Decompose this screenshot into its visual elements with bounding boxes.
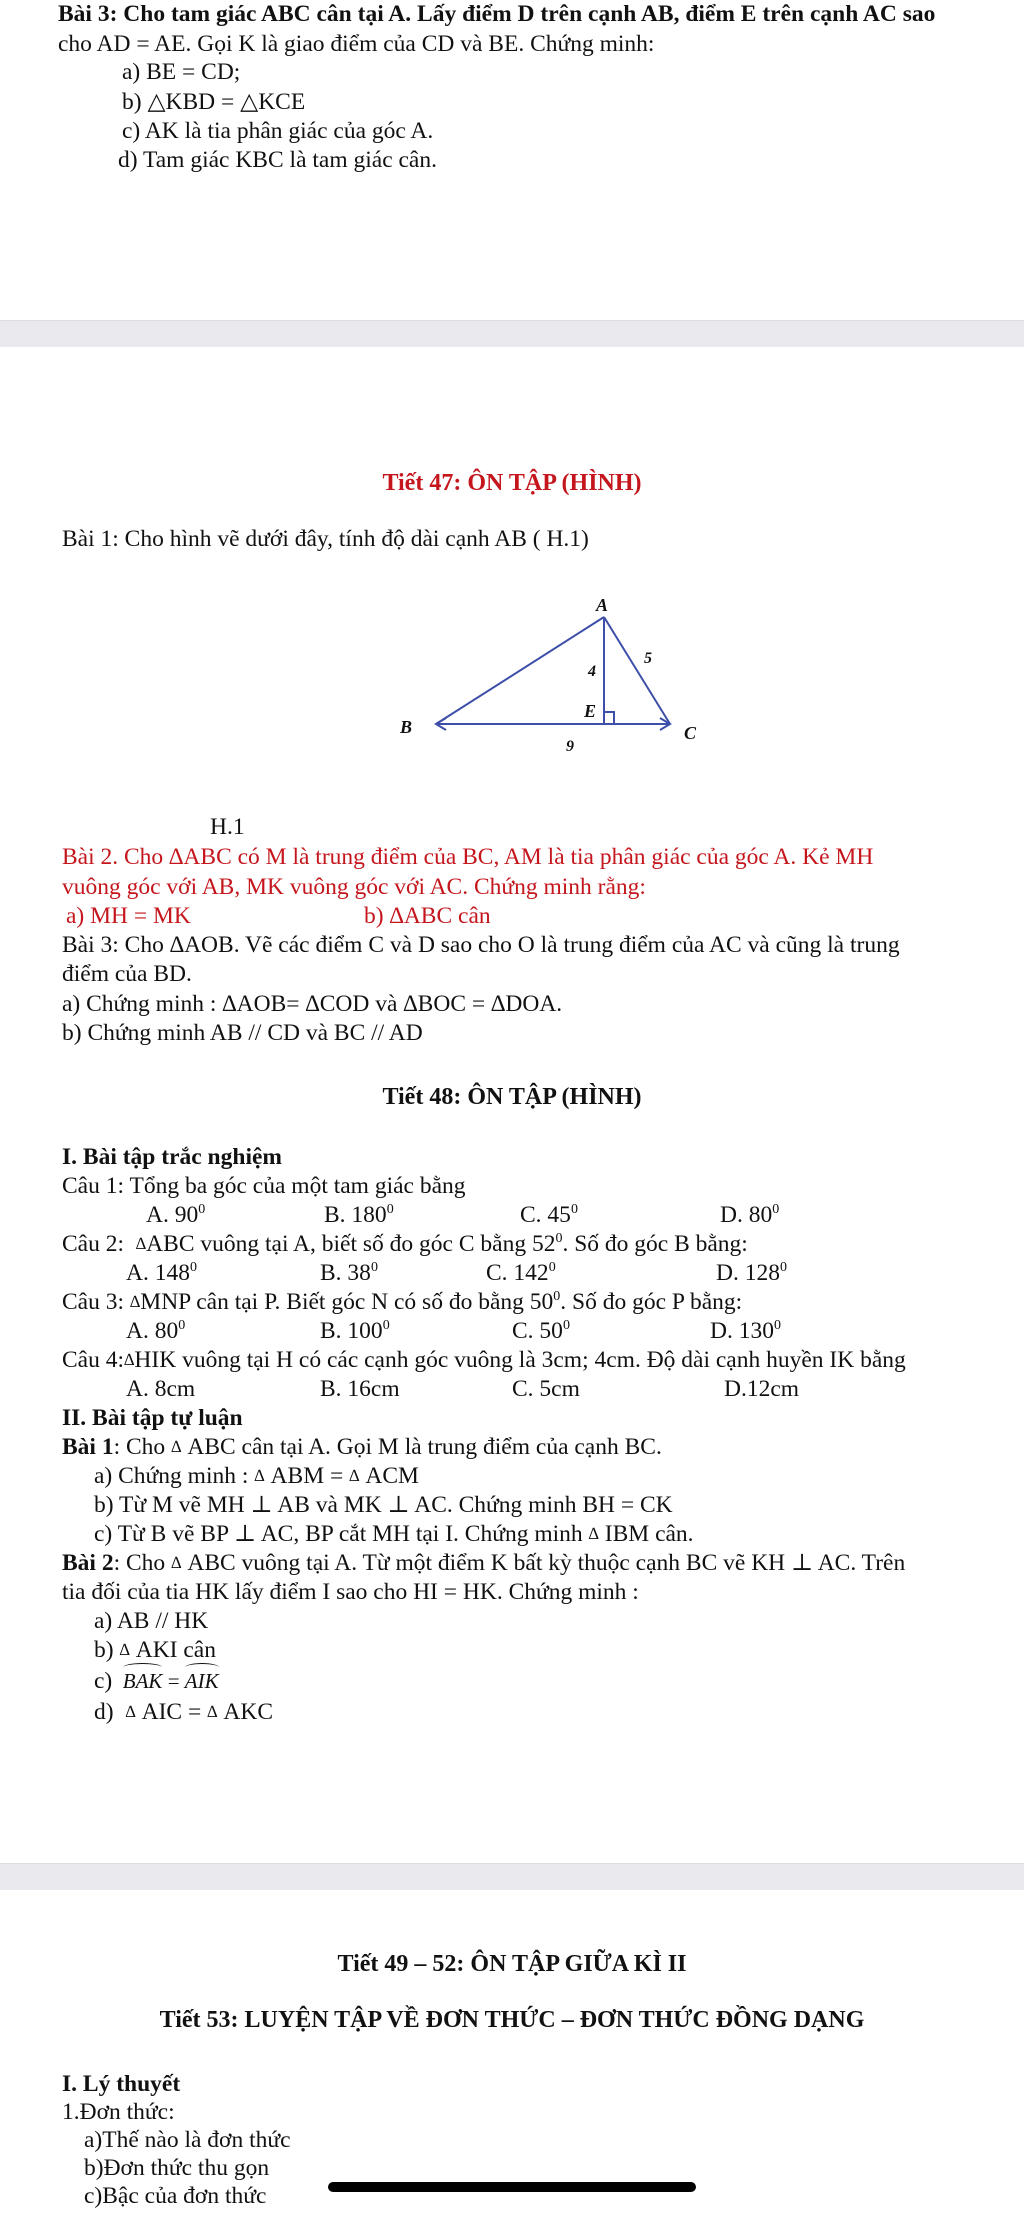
q3-option-d[interactable]: D. $130^0$ [710, 1318, 781, 1344]
lythuyet-heading: I. Lý thuyết [62, 2071, 181, 2097]
q3-text: Câu 3: ∆MNP cân tại P. Biết góc N có số đo bằng $50^0$. Số đo góc P bằng: [62, 1289, 743, 1315]
tl-bai1-item-b: b) Từ M vẽ MH ⊥ AB và MK ⊥ AC. Chứng minh BH = CK [94, 1492, 673, 1518]
angle-aik: AIK [184, 1669, 219, 1693]
tiet47-title: Tiết 47: ÔN TẬP (HÌNH) [382, 470, 642, 496]
q3-option-a[interactable]: A. $80^0$ [126, 1318, 186, 1344]
triangle-icon: ∆ [207, 1702, 218, 1721]
q3-option-c[interactable]: C. $50^0$ [512, 1318, 570, 1344]
q4-option-c[interactable]: C. 5cm [512, 1376, 580, 1402]
q1-option-d[interactable]: D. $80^0$ [720, 1202, 780, 1228]
triangle-icon: ∆ [135, 1234, 147, 1253]
bai3-line2: cho AD = AE. Gọi K là giao điểm của CD và BE. Chứng minh: [58, 31, 655, 57]
label-a: A [596, 595, 609, 615]
tl-bai2-item-a: a) AB // HK [94, 1608, 209, 1634]
label-bc-length: 9 [566, 738, 574, 755]
triangle-icon: ∆ [129, 1292, 141, 1311]
bai2-line1: Bài 2. Cho ∆ABC có M là trung điểm của BC, AM là tia phân giác của góc A. Kẻ MH [62, 844, 874, 870]
q1-option-a[interactable]: A. $90^0$ [146, 1202, 206, 1228]
q2-text: Câu 2: ∆ABC vuông tại A, biết số đo góc C bằng $52^0$. Số đo góc B bằng: [62, 1231, 748, 1257]
triangle-icon: ∆ [171, 1553, 182, 1572]
donthuc-item-b: b)Đơn thức thu gọn [84, 2155, 270, 2181]
angle-bak: BAK [122, 1669, 163, 1693]
donthuc-heading: 1.Đơn thức: [62, 2099, 175, 2125]
bai3-line1: Bài 3: Cho tam giác ABC cân tại A. Lấy điểm D trên cạnh AB, điểm E trên cạnh AC sao [58, 1, 936, 27]
bai3b-line2: điểm của BD. [62, 961, 192, 987]
figure-caption: H.1 [210, 814, 245, 840]
bai1-prompt: Bài 1: Cho hình vẽ dưới đây, tính độ dài cạnh AB ( H.1) [62, 526, 589, 552]
q4-option-b[interactable]: B. 16cm [320, 1376, 400, 1402]
side-ac [604, 617, 670, 724]
q2-option-a[interactable]: A. $148^0$ [126, 1260, 197, 1286]
page-2 [0, 347, 1024, 1863]
tl-bai2-item-d: d) ∆ AIC = ∆ AKC [94, 1699, 273, 1725]
bai2-line2: vuông góc với AB, MK vuông góc với AC. Chứng minh rằng: [62, 874, 646, 900]
bai3-item-d: d) Tam giác KBC là tam giác cân. [118, 147, 437, 173]
bai3b-item-a: a) Chứng minh : ∆AOB= ∆COD và ∆BOC = ∆DOA. [62, 991, 563, 1017]
tiet48-title: Tiết 48: ÔN TẬP (HÌNH) [382, 1084, 642, 1110]
bai3b-item-b: b) Chứng minh AB // CD và BC // AD [62, 1020, 423, 1046]
tl-bai2-line2: tia đối của tia HK lấy điểm I sao cho HI = HK. Chứng minh : [62, 1579, 639, 1605]
tracnghiem-heading: I. Bài tập trắc nghiệm [62, 1144, 282, 1170]
q1-option-c[interactable]: C. $45^0$ [520, 1202, 578, 1228]
triangle-icon: ∆ [349, 1466, 360, 1485]
q3-option-b[interactable]: B. $100^0$ [320, 1318, 390, 1344]
label-b: B [400, 717, 413, 737]
tiet49-title: Tiết 49 – 52: ÔN TẬP GIỮA KÌ II [337, 1951, 687, 1977]
bai2-item-b: b) ∆ABC cân [364, 903, 491, 929]
page-1 [0, 0, 1024, 320]
bai3b-line1: Bài 3: Cho ∆AOB. Vẽ các điểm C và D sao cho O là trung điểm của AC và cũng là trung [62, 932, 900, 958]
page-divider [0, 1863, 1024, 1891]
bai3-item-b: b) △KBD = △KCE [122, 89, 306, 115]
bai3-item-c: c) AK là tia phân giác của góc A. [122, 118, 434, 144]
q2-option-d[interactable]: D. $128^0$ [716, 1260, 787, 1286]
label-ac-length: 5 [644, 650, 652, 667]
side-ab [436, 617, 604, 724]
triangle-icon: ∆ [254, 1466, 265, 1485]
triangle-icon: ∆ [119, 1640, 130, 1659]
tiet53-title: Tiết 53: LUYỆN TẬP VỀ ĐƠN THỨC – ĐƠN THỨC ĐỒNG DẠNG [159, 2007, 865, 2033]
triangle-icon: ∆ [171, 1437, 182, 1456]
right-angle-mark [604, 712, 614, 724]
q1-text: Câu 1: Tổng ba góc của một tam giác bằng [62, 1173, 466, 1199]
bai3-item-a: a) BE = CD; [122, 59, 241, 85]
q4-text: Câu 4:∆HIK vuông tại H có các cạnh góc vuông là 3cm; 4cm. Độ dài cạnh huyền IK bằng [62, 1347, 906, 1373]
tl-bai2-item-c: c) BAK = AIK [94, 1668, 219, 1694]
triangle-icon: ∆ [125, 1702, 136, 1721]
q4-option-a[interactable]: A. 8cm [126, 1376, 196, 1402]
tl-bai1-item-c: c) Từ B vẽ BP ⊥ AC, BP cắt MH tại I. Chứng minh ∆ IBM cân. [94, 1521, 694, 1547]
label-c: C [684, 723, 697, 743]
tl-bai1-text: Bài 1: Cho ∆ ABC cân tại A. Gọi M là trung điểm của cạnh BC. [62, 1434, 662, 1460]
tl-bai2-text: Bài 2: Cho ∆ ABC vuông tại A. Từ một điểm K bất kỳ thuộc cạnh BC vẽ KH ⊥ AC. Trên [62, 1550, 906, 1576]
triangle-icon: ∆ [588, 1524, 599, 1543]
q2-option-b[interactable]: B. $38^0$ [320, 1260, 378, 1286]
donthuc-item-c: c)Bậc của đơn thức [84, 2183, 267, 2209]
home-indicator[interactable] [328, 2182, 696, 2192]
bai2-item-a: a) MH = MK [66, 903, 191, 929]
triangle-figure [400, 595, 730, 795]
q1-option-b[interactable]: B. $180^0$ [324, 1202, 394, 1228]
q4-option-d[interactable]: D.12cm [724, 1376, 800, 1402]
q2-option-c[interactable]: C. $142^0$ [486, 1260, 556, 1286]
donthuc-item-a: a)Thế nào là đơn thức [84, 2127, 291, 2153]
tl-bai1-item-a: a) Chứng minh : ∆ ABM = ∆ ACM [94, 1463, 419, 1489]
label-e: E [584, 701, 597, 721]
label-ae-length: 4 [588, 663, 596, 680]
page-divider [0, 320, 1024, 348]
triangle-icon: ∆ [124, 1350, 135, 1369]
tuluan-heading: II. Bài tập tự luận [62, 1405, 243, 1431]
tl-bai2-item-b: b) ∆ AKI cân [94, 1637, 216, 1663]
page-3 [0, 1890, 1024, 2216]
